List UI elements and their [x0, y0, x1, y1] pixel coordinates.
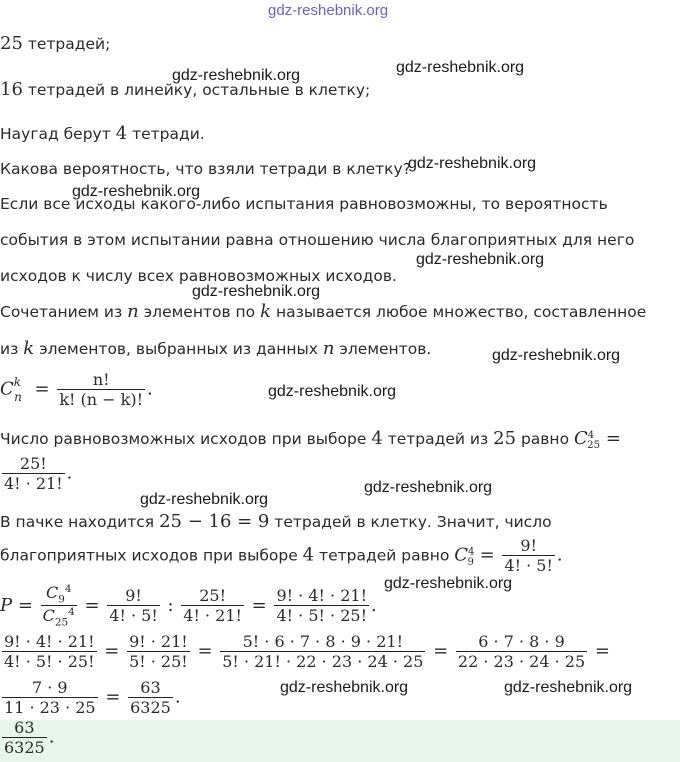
- definition-line: из k элементов, выбранных из данных n элементов.: [0, 338, 432, 359]
- probability-formula: P = $\frac{C_9^4}{C_{25}^4}$ = $\frac{9!}{4! \cdot 5!}$ : $\frac{25!}{4! \cdot 21!}$ = $\frac{9! \cdot 4! \cdot 21!}{4! \cdot 5! \cdot 25!}$ .: [0, 583, 377, 629]
- favorable-outcomes-line: благоприятных исходов при выборе 4 тетрадей равно $C^4_9$ = $\frac{9!}{4! \cdot 5!}$ .: [0, 536, 563, 575]
- watermark: gdz-reshebnik.org: [384, 575, 513, 592]
- question: Какова вероятность, что взяли тетради в клетку?: [0, 160, 411, 178]
- watermark-top: gdz-reshebnik.org: [268, 2, 389, 19]
- given-lined: 16 тетрадей в линейку, остальные в клетку;: [0, 79, 371, 100]
- given-total: 25 тетрадей;: [0, 33, 111, 54]
- answer: $\frac{63}{6325}$ .: [4, 718, 55, 757]
- simplification-row: $\frac{9! \cdot 4! \cdot 21!}{4! \cdot 5! \cdot 25!}$ = $\frac{9! \cdot 21!}{5! \cdot 25!}$ = $\frac{5! \cdot 6 \cdot 7 \cdot 8 \cdot 9 \cdot 21!}{5! \cdot 21! \cdot 22 \cdot 23 \cdot 24 \cdot 25}$ = $\frac{6 \cdot 7 \cdot 8 \cdot 9}{22 \cdot 23 \cdot 24 \cdot 25}$ =: [4, 632, 610, 671]
- watermark: gdz-reshebnik.org: [396, 59, 525, 76]
- watermark: gdz-reshebnik.org: [492, 347, 621, 364]
- watermark: gdz-reshebnik.org: [72, 183, 201, 200]
- watermark: gdz-reshebnik.org: [408, 155, 537, 172]
- definition-line: Сочетанием из n элементов по k называется любое множество, составленное: [0, 301, 647, 322]
- watermark: gdz-reshebnik.org: [268, 383, 397, 400]
- watermark: gdz-reshebnik.org: [140, 491, 269, 508]
- watermark: gdz-reshebnik.org: [364, 479, 493, 496]
- watermark: gdz-reshebnik.org: [416, 251, 545, 268]
- given-taken: Наугад берут 4 тетради.: [0, 123, 205, 144]
- answer-highlight: [0, 720, 680, 762]
- simplification-result: $\frac{7 \cdot 9}{11 \cdot 23 \cdot 25}$ = $\frac{63}{6325}$ .: [4, 678, 181, 717]
- favorable-count-line: В пачке находится 25 − 16 = 9 тетрадей в клетку. Значит, число: [0, 511, 552, 532]
- watermark: gdz-reshebnik.org: [504, 679, 633, 696]
- combination-formula: $C^k_n$ = $\frac{n!}{k! (n - k)!}$ .: [0, 370, 153, 409]
- theory-line: Если все исходы какого-либо испытания равновозможны, то вероятность: [0, 195, 608, 213]
- total-outcomes-fraction: $\frac{25!}{4! \cdot 21!}$ .: [4, 454, 73, 493]
- watermark: gdz-reshebnik.org: [192, 283, 321, 300]
- watermark: gdz-reshebnik.org: [280, 679, 409, 696]
- theory-line: исходов к числу всех равновозможных исходов.: [0, 267, 397, 285]
- total-outcomes-line: Число равновозможных исходов при выборе 4 тетрадей из 25 равно $C^4_{25}$ =: [0, 428, 621, 452]
- watermark: gdz-reshebnik.org: [172, 67, 301, 84]
- theory-line: события в этом испытании равна отношению числа благоприятных для него: [0, 231, 635, 249]
